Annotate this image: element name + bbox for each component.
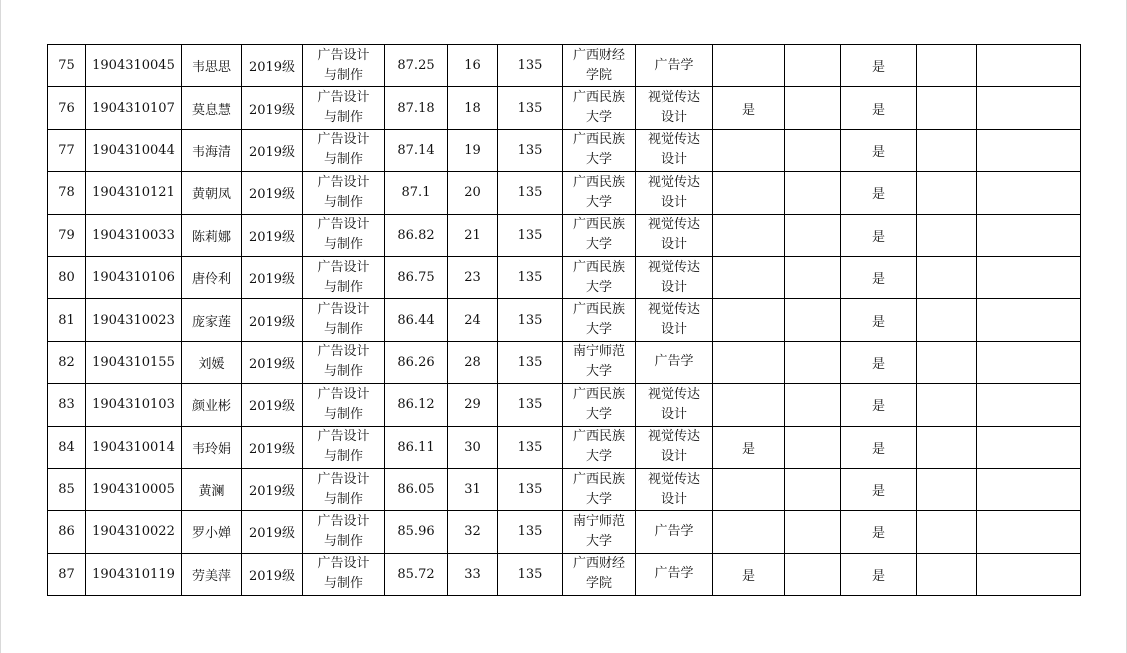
cell-major-line: 与制作 [323,449,363,465]
cell-target-major-line: 广告学 [654,57,694,73]
cell-target-major [636,299,713,341]
cell-flag-4 [917,468,977,510]
cell-target-school [563,384,636,426]
cell-grade: 2019级 [242,214,303,256]
cell-flag-3: 是 [841,468,917,510]
cell-name: 罗小婵 [182,511,242,553]
table-row [48,299,1081,341]
cell-flag-3: 是 [841,426,917,468]
cell-target-major-line: 视觉传达 [647,174,700,190]
cell-target-school [563,172,636,214]
cell-index: 76 [48,87,86,129]
cell-major [303,256,385,298]
cell-target-school [563,256,636,298]
cell-rank: 30 [448,426,498,468]
cell-major-line: 广告设计 [317,174,370,190]
cell-target-school [563,129,636,171]
cell-major-line: 广告设计 [317,471,370,487]
cell-target-school-line: 广西民族 [572,302,625,318]
cell-total: 135 [498,511,563,553]
cell-target-school-line: 大学 [585,364,612,380]
cell-target-major [636,129,713,171]
cell-student-id: 1904310107 [86,87,182,129]
cell-total: 135 [498,129,563,171]
cell-flag-3: 是 [841,172,917,214]
cell-target-school [563,87,636,129]
cell-grade: 2019级 [242,129,303,171]
cell-score: 87.1 [385,172,448,214]
cell-target-major-line: 视觉传达 [647,217,700,233]
cell-flag-2 [785,87,841,129]
cell-target-school-line: 大学 [585,279,612,295]
cell-major-line: 与制作 [323,533,363,549]
cell-major [303,511,385,553]
cell-student-id: 1904310033 [86,214,182,256]
cell-target-major-line: 设计 [660,406,687,422]
cell-major-line: 广告设计 [317,132,370,148]
cell-total: 135 [498,553,563,595]
cell-total: 135 [498,45,563,87]
cell-major-line: 广告设计 [317,344,370,360]
cell-score: 86.05 [385,468,448,510]
cell-target-major-line: 视觉传达 [647,302,700,318]
cell-flag-4 [917,45,977,87]
cell-target-school-line: 南宁师范 [572,513,625,529]
cell-target-school-line: 广西民族 [572,90,625,106]
cell-total: 135 [498,341,563,383]
cell-target-major-line: 广告学 [654,566,694,582]
cell-flag-3: 是 [841,341,917,383]
cell-flag-2 [785,45,841,87]
cell-total: 135 [498,299,563,341]
cell-target-major-line: 设计 [660,322,687,338]
cell-flag-1 [713,341,785,383]
cell-target-school-line: 大学 [585,322,612,338]
cell-index: 83 [48,384,86,426]
cell-flag-3: 是 [841,384,917,426]
cell-flag-5 [977,511,1081,553]
cell-rank: 20 [448,172,498,214]
cell-flag-5 [977,426,1081,468]
cell-flag-1 [713,214,785,256]
cell-flag-1 [713,45,785,87]
cell-flag-4 [917,172,977,214]
cell-name: 陈莉娜 [182,214,242,256]
cell-name: 韦海清 [182,129,242,171]
cell-total: 135 [498,214,563,256]
cell-target-school-line: 大学 [585,237,612,253]
cell-major-line: 与制作 [323,152,363,168]
cell-total: 135 [498,87,563,129]
table-row [48,511,1081,553]
cell-flag-3: 是 [841,511,917,553]
cell-target-major [636,45,713,87]
cell-index: 79 [48,214,86,256]
cell-grade: 2019级 [242,511,303,553]
cell-score: 87.14 [385,129,448,171]
cell-total: 135 [498,256,563,298]
cell-student-id: 1904310103 [86,384,182,426]
cell-rank: 23 [448,256,498,298]
cell-index: 78 [48,172,86,214]
cell-student-id: 1904310155 [86,341,182,383]
cell-major-line: 广告设计 [317,429,370,445]
cell-grade: 2019级 [242,45,303,87]
cell-index: 87 [48,553,86,595]
cell-student-id: 1904310119 [86,553,182,595]
cell-grade: 2019级 [242,299,303,341]
cell-student-id: 1904310023 [86,299,182,341]
cell-flag-5 [977,468,1081,510]
cell-target-major [636,511,713,553]
cell-flag-3: 是 [841,129,917,171]
cell-target-major-line: 视觉传达 [647,429,700,445]
cell-target-major [636,214,713,256]
cell-flag-1 [713,384,785,426]
cell-flag-4 [917,553,977,595]
table-row [48,384,1081,426]
cell-grade: 2019级 [242,341,303,383]
cell-score: 86.75 [385,256,448,298]
table-row [48,45,1081,87]
cell-target-major-line: 设计 [660,237,687,253]
cell-flag-3: 是 [841,87,917,129]
cell-target-school [563,426,636,468]
cell-score: 86.12 [385,384,448,426]
cell-target-school-line: 大学 [585,194,612,210]
cell-target-school-line: 广西财经 [572,556,625,572]
student-roster-table [47,44,1081,596]
cell-flag-2 [785,341,841,383]
cell-flag-3: 是 [841,214,917,256]
cell-major-line: 与制作 [323,364,363,380]
cell-rank: 33 [448,553,498,595]
cell-major-line: 广告设计 [317,47,370,63]
cell-name: 劳美萍 [182,553,242,595]
cell-major [303,426,385,468]
cell-index: 75 [48,45,86,87]
table-row [48,172,1081,214]
cell-major-line: 与制作 [323,322,363,338]
cell-target-school [563,299,636,341]
cell-flag-1 [713,129,785,171]
cell-target-major-line: 视觉传达 [647,132,700,148]
cell-flag-5 [977,45,1081,87]
cell-target-major-line: 视觉传达 [647,471,700,487]
cell-major-line: 与制作 [323,237,363,253]
cell-major-line: 广告设计 [317,386,370,402]
cell-target-major-line: 广告学 [654,523,694,539]
cell-total: 135 [498,172,563,214]
cell-index: 86 [48,511,86,553]
cell-score: 87.25 [385,45,448,87]
cell-flag-1: 是 [713,426,785,468]
cell-grade: 2019级 [242,384,303,426]
cell-target-school-line: 广西民族 [572,259,625,275]
cell-index: 81 [48,299,86,341]
cell-student-id: 1904310045 [86,45,182,87]
cell-major-line: 广告设计 [317,90,370,106]
cell-flag-2 [785,214,841,256]
cell-grade: 2019级 [242,468,303,510]
cell-grade: 2019级 [242,553,303,595]
cell-flag-4 [917,256,977,298]
cell-target-major [636,341,713,383]
cell-index: 80 [48,256,86,298]
cell-flag-5 [977,129,1081,171]
table-row [48,87,1081,129]
cell-rank: 24 [448,299,498,341]
table-row [48,426,1081,468]
cell-score: 86.82 [385,214,448,256]
cell-flag-4 [917,341,977,383]
cell-index: 85 [48,468,86,510]
cell-score: 86.44 [385,299,448,341]
cell-flag-5 [977,384,1081,426]
cell-flag-1 [713,468,785,510]
cell-rank: 19 [448,129,498,171]
cell-target-school-line: 大学 [585,406,612,422]
cell-major [303,468,385,510]
table-row [48,129,1081,171]
cell-major [303,214,385,256]
cell-flag-4 [917,299,977,341]
cell-target-major-line: 设计 [660,152,687,168]
cell-target-major-line: 设计 [660,194,687,210]
cell-total: 135 [498,426,563,468]
cell-target-school-line: 大学 [585,449,612,465]
cell-major-line: 与制作 [323,67,363,83]
cell-flag-4 [917,214,977,256]
cell-score: 87.18 [385,87,448,129]
cell-flag-4 [917,426,977,468]
table-row [48,553,1081,595]
cell-grade: 2019级 [242,172,303,214]
cell-target-major-line: 视觉传达 [647,259,700,275]
cell-target-school [563,341,636,383]
cell-major-line: 广告设计 [317,513,370,529]
cell-target-school-line: 广西民族 [572,132,625,148]
cell-flag-1: 是 [713,553,785,595]
cell-major-line: 广告设计 [317,259,370,275]
cell-major-line: 与制作 [323,194,363,210]
cell-target-major [636,553,713,595]
cell-name: 莫息慧 [182,87,242,129]
cell-target-school [563,214,636,256]
cell-flag-2 [785,256,841,298]
cell-major [303,299,385,341]
cell-flag-2 [785,129,841,171]
cell-score: 85.72 [385,553,448,595]
cell-major-line: 与制作 [323,491,363,507]
cell-flag-5 [977,299,1081,341]
cell-flag-4 [917,384,977,426]
cell-index: 84 [48,426,86,468]
cell-flag-3: 是 [841,553,917,595]
cell-rank: 21 [448,214,498,256]
cell-grade: 2019级 [242,256,303,298]
cell-name: 庞家莲 [182,299,242,341]
table-row [48,341,1081,383]
cell-target-major [636,468,713,510]
cell-target-school [563,468,636,510]
cell-major-line: 广告设计 [317,217,370,233]
cell-target-school-line: 南宁师范 [572,344,625,360]
cell-flag-2 [785,299,841,341]
cell-target-major-line: 设计 [660,491,687,507]
cell-name: 韦玲娟 [182,426,242,468]
cell-flag-2 [785,426,841,468]
cell-target-major-line: 视觉传达 [647,386,700,402]
table-row [48,256,1081,298]
cell-flag-4 [917,87,977,129]
cell-name: 黄朝凤 [182,172,242,214]
cell-grade: 2019级 [242,426,303,468]
cell-flag-1 [713,172,785,214]
cell-flag-1 [713,299,785,341]
cell-flag-2 [785,172,841,214]
cell-target-school [563,553,636,595]
cell-target-school-line: 学院 [585,67,612,83]
cell-major-line: 与制作 [323,279,363,295]
cell-rank: 29 [448,384,498,426]
cell-target-school-line: 广西民族 [572,386,625,402]
cell-flag-5 [977,256,1081,298]
cell-flag-3: 是 [841,256,917,298]
cell-target-school-line: 学院 [585,576,612,592]
cell-score: 86.11 [385,426,448,468]
table-row [48,214,1081,256]
cell-target-school-line: 大学 [585,110,612,126]
cell-major [303,553,385,595]
cell-target-school-line: 广西财经 [572,47,625,63]
cell-major [303,341,385,383]
cell-major [303,172,385,214]
cell-student-id: 1904310106 [86,256,182,298]
cell-target-school-line: 广西民族 [572,471,625,487]
cell-target-school-line: 广西民族 [572,217,625,233]
cell-major-line: 与制作 [323,110,363,126]
cell-target-major-line: 设计 [660,449,687,465]
cell-flag-5 [977,87,1081,129]
cell-flag-4 [917,129,977,171]
table-row [48,468,1081,510]
cell-rank: 32 [448,511,498,553]
cell-target-major [636,87,713,129]
cell-flag-5 [977,172,1081,214]
cell-target-major [636,426,713,468]
cell-score: 85.96 [385,511,448,553]
cell-target-major-line: 视觉传达 [647,90,700,106]
cell-grade: 2019级 [242,87,303,129]
cell-target-school-line: 大学 [585,152,612,168]
cell-target-major [636,384,713,426]
cell-student-id: 1904310005 [86,468,182,510]
cell-major-line: 广告设计 [317,556,370,572]
cell-target-major [636,256,713,298]
cell-flag-5 [977,553,1081,595]
cell-target-major [636,172,713,214]
cell-target-major-line: 设计 [660,279,687,295]
cell-flag-3: 是 [841,45,917,87]
cell-target-major-line: 设计 [660,110,687,126]
cell-target-school [563,45,636,87]
cell-name: 唐伶利 [182,256,242,298]
cell-major-line: 与制作 [323,576,363,592]
cell-student-id: 1904310022 [86,511,182,553]
table-body [48,45,1081,596]
cell-name: 黄澜 [182,468,242,510]
cell-student-id: 1904310014 [86,426,182,468]
cell-student-id: 1904310044 [86,129,182,171]
cell-flag-5 [977,341,1081,383]
cell-flag-4 [917,511,977,553]
cell-flag-2 [785,511,841,553]
cell-target-major-line: 广告学 [654,354,694,370]
cell-major [303,45,385,87]
cell-major [303,384,385,426]
cell-score: 86.26 [385,341,448,383]
cell-total: 135 [498,468,563,510]
cell-major-line: 广告设计 [317,302,370,318]
cell-flag-1: 是 [713,87,785,129]
cell-flag-2 [785,553,841,595]
cell-flag-2 [785,384,841,426]
cell-major [303,87,385,129]
cell-name: 韦思思 [182,45,242,87]
cell-target-school-line: 大学 [585,533,612,549]
cell-target-school-line: 广西民族 [572,429,625,445]
cell-flag-3: 是 [841,299,917,341]
cell-rank: 16 [448,45,498,87]
cell-flag-5 [977,214,1081,256]
cell-major-line: 与制作 [323,406,363,422]
cell-major [303,129,385,171]
cell-target-school [563,511,636,553]
cell-name: 颜业彬 [182,384,242,426]
cell-flag-2 [785,468,841,510]
cell-rank: 31 [448,468,498,510]
cell-index: 77 [48,129,86,171]
cell-target-school-line: 广西民族 [572,174,625,190]
cell-target-school-line: 大学 [585,491,612,507]
cell-rank: 28 [448,341,498,383]
cell-student-id: 1904310121 [86,172,182,214]
cell-flag-1 [713,256,785,298]
cell-flag-1 [713,511,785,553]
cell-index: 82 [48,341,86,383]
cell-total: 135 [498,384,563,426]
cell-rank: 18 [448,87,498,129]
cell-name: 刘媛 [182,341,242,383]
